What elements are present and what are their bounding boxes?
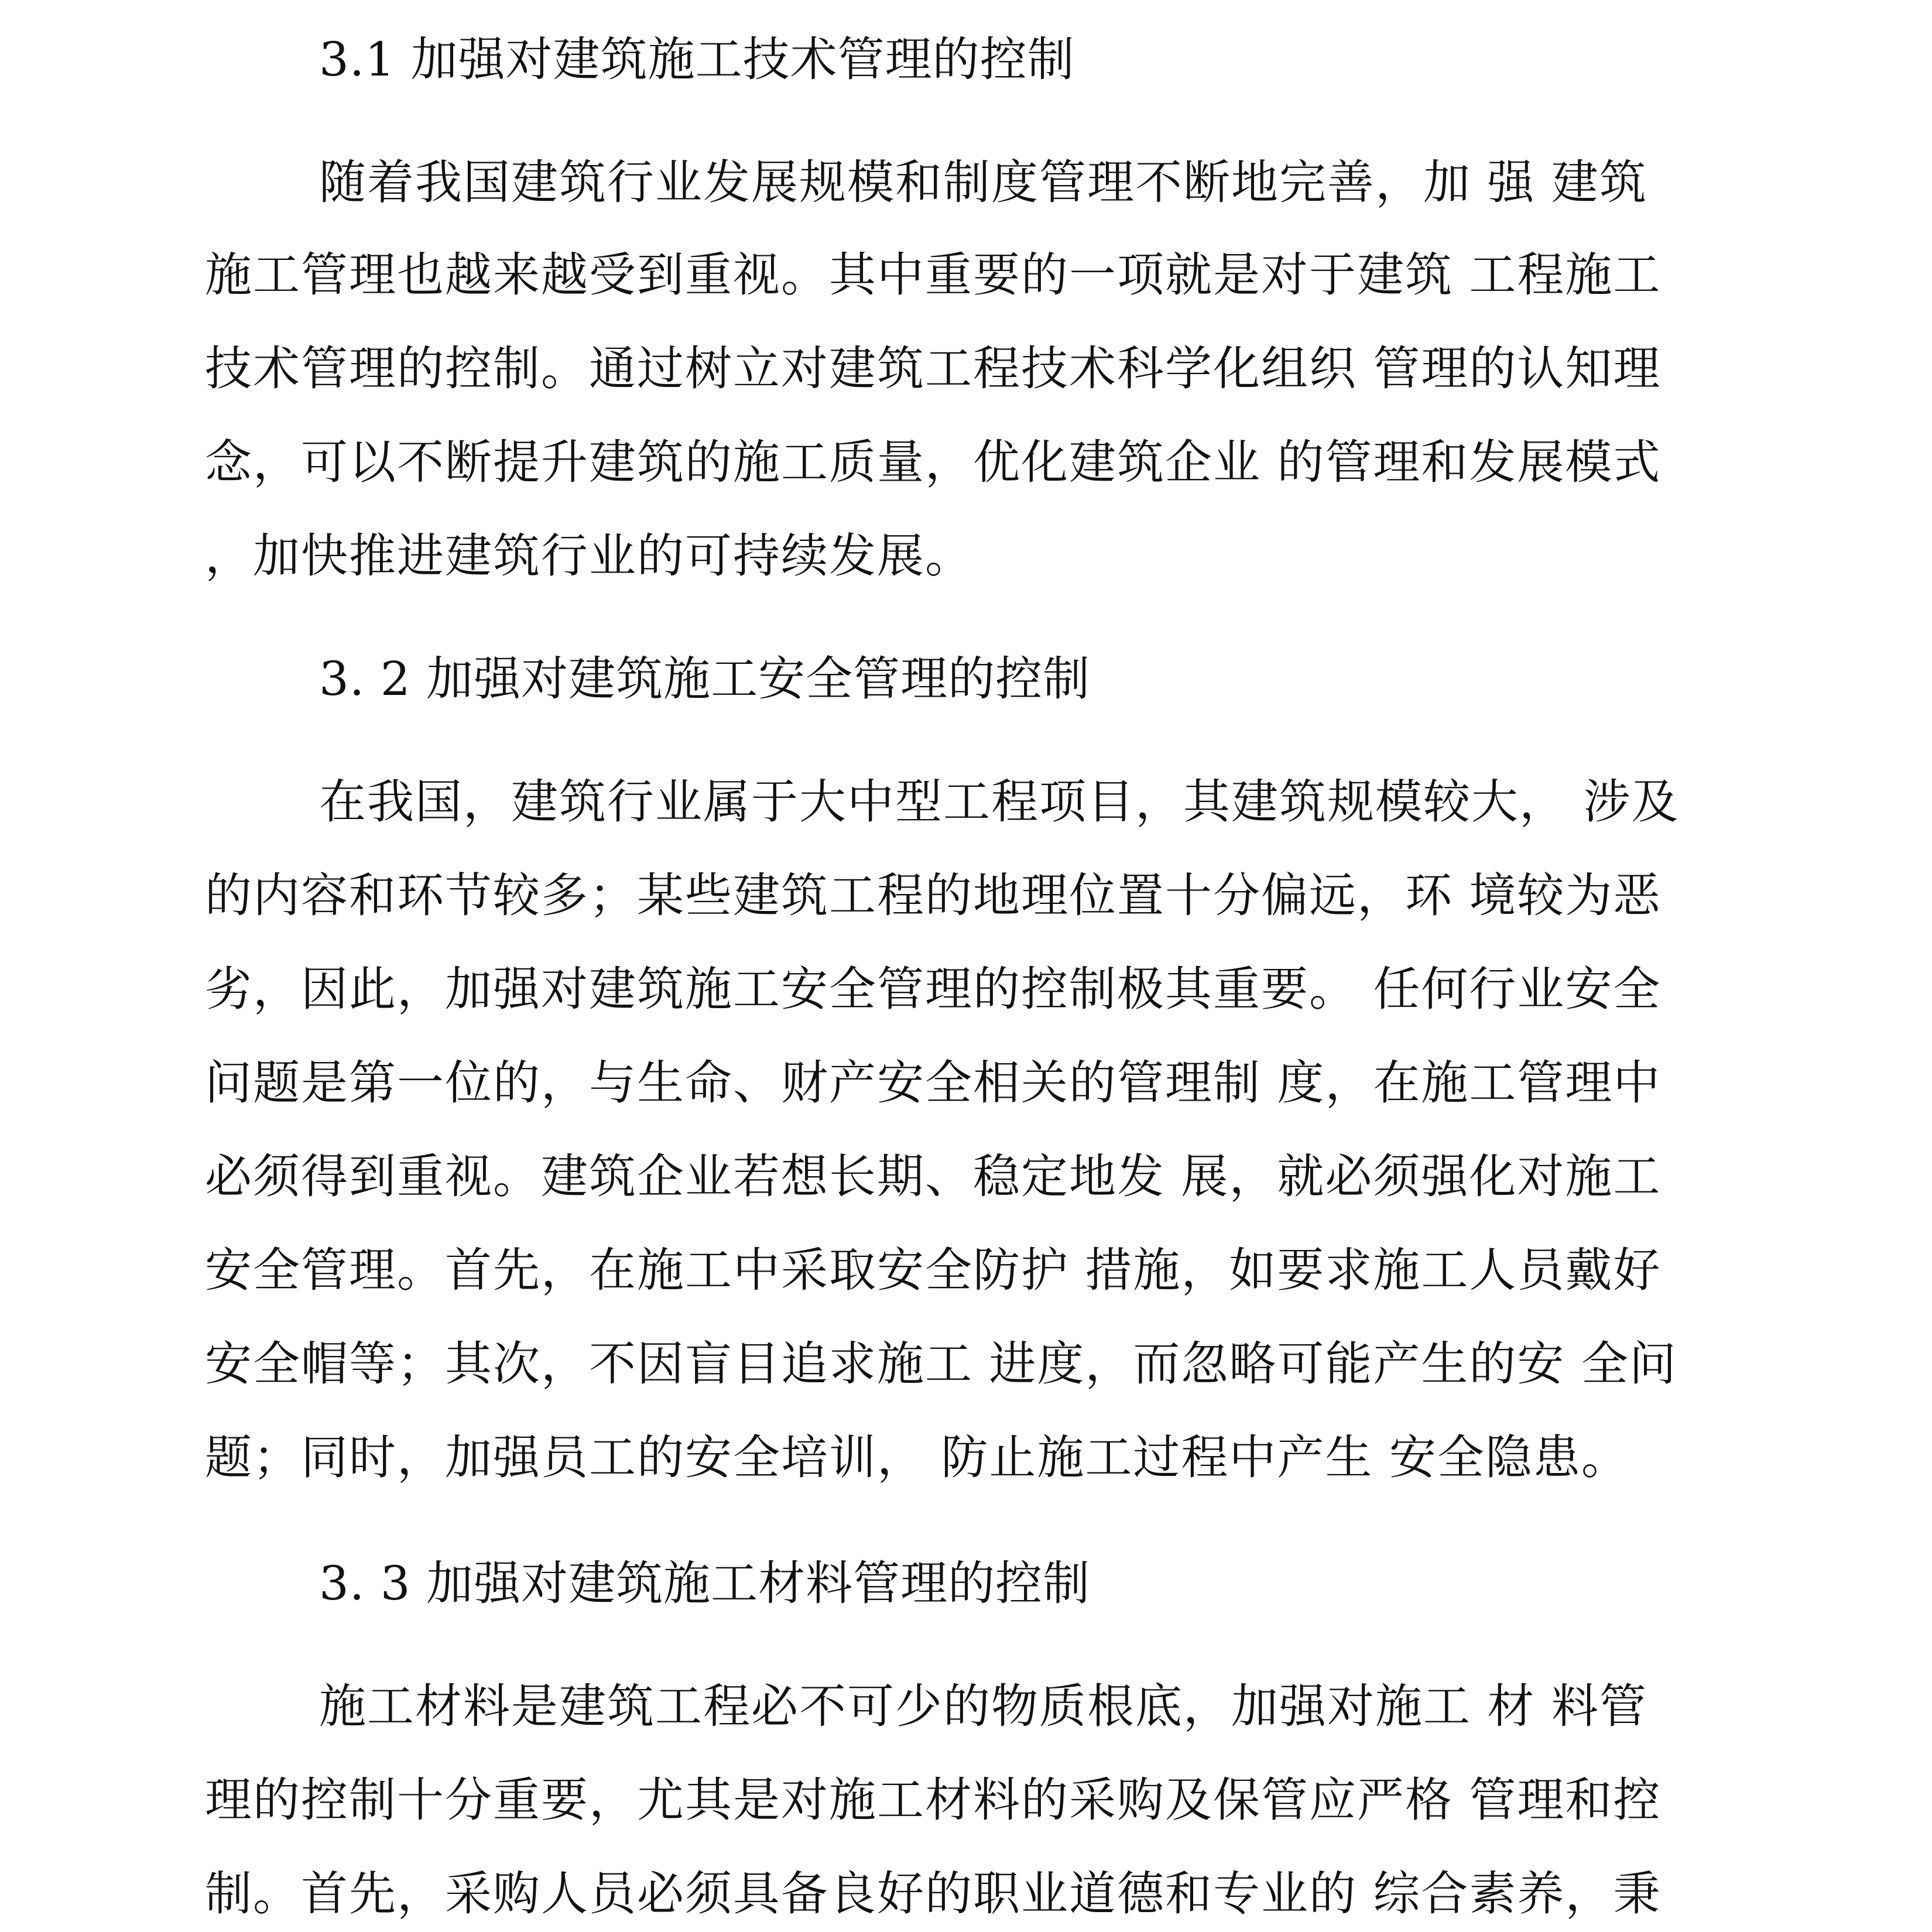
paragraph-line: 在我国，建筑行业属于大中型工程项目，其建筑规模较大， 涉及 (319, 775, 1680, 829)
section-heading-3-2: 3. 2 加强对建筑施工安全管理的控制 (319, 652, 1091, 706)
paragraph-line: 劣，因此，加强对建筑施工安全管理的控制极其重要。 任何行业安全 (205, 962, 1662, 1016)
section-heading-3-1: 3.1 加强对建筑施工技术管理的控制 (319, 32, 1075, 87)
paragraph-line: ，加快推进建筑行业的可持续发展。 (205, 529, 973, 583)
paragraph-line: 安全帽等；其次，不因盲目追求施工 进度，而忽略可能产生的安 全问 (205, 1337, 1677, 1391)
paragraph-line: 理的控制十分重要，尤其是对施工材料的采购及保管应严格 管理和控 (205, 1773, 1662, 1827)
paragraph-line: 制。首先，采购人员必须具备良好的职业道德和专业的 综合素养，秉 (205, 1866, 1662, 1921)
paragraph-line: 施工管理也越来越受到重视。其中重要的一项就是对于建筑 工程施工 (205, 248, 1662, 302)
paragraph-line: 必须得到重视。建筑企业若想长期、稳定地发 展，就必须强化对施工 (205, 1149, 1662, 1204)
section-heading-3-3: 3. 3 加强对建筑施工材料管理的控制 (319, 1556, 1091, 1611)
paragraph-line: 安全管理。首先，在施工中采取安全防护 措施，如要求施工人员戴好 (205, 1243, 1662, 1297)
paragraph-line: 随着我国建筑行业发展规模和制度管理不断地完善，加 强 建筑 (319, 155, 1647, 210)
paragraph-line: 问题是第一位的，与生命、财产安全相关的管理制 度，在施工管理中 (205, 1056, 1662, 1110)
paragraph-line: 念，可以不断提升建筑的施工质量，优化建筑企业 的管理和发展模式 (205, 435, 1662, 489)
paragraph-line: 技术管理的控制。通过树立对建筑工程技术科学化组织 管理的认知理 (205, 341, 1662, 396)
paragraph-line: 题；同时，加强员工的安全培训， 防止施工过程中产生 安全隐患。 (205, 1430, 1629, 1485)
paragraph-line: 施工材料是建筑工程必不可少的物质根底，加强对施工 材 料管 (319, 1679, 1647, 1734)
paragraph-line: 的内容和环节较多；某些建筑工程的地理位置十分偏远，环 境较为恶 (205, 868, 1662, 923)
